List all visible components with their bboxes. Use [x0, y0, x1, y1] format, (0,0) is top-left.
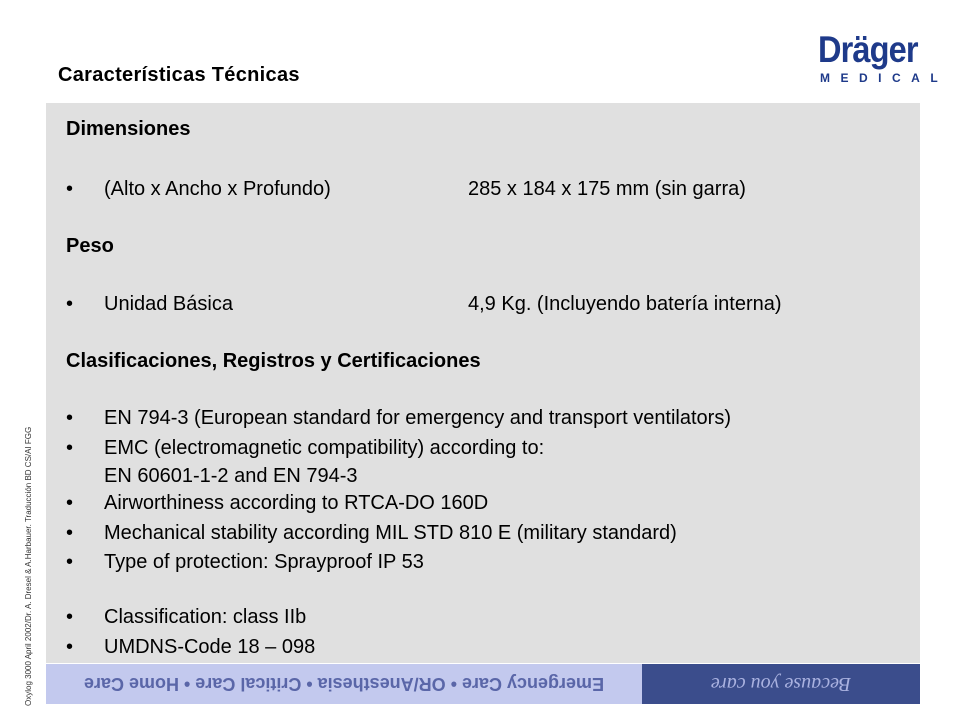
list-item-continuation: EN 60601-1-2 and EN 794-3 [104, 465, 358, 487]
heading-peso: Peso [66, 235, 114, 257]
list-item [66, 491, 488, 516]
logo-word: Dräger [818, 29, 918, 70]
bullet: • [66, 522, 74, 544]
dimensiones-label: (Alto x Ancho x Profundo) [104, 178, 331, 200]
list-item-text: Type of protection: Sprayproof IP 53 [104, 551, 424, 573]
footer-banner-right [642, 664, 920, 704]
footer-left-text: Emergency Care • OR/Anesthesia • Critical Care • Home Care [83, 674, 605, 695]
list-item-text: UMDNS-Code 18 – 098 [104, 636, 316, 658]
logo-subtitle: MEDICAL [820, 71, 949, 85]
heading-dimensiones: Dimensiones [66, 118, 191, 140]
bullet: • [66, 551, 74, 573]
list-item [66, 550, 424, 575]
peso-label: Unidad Básica [104, 293, 233, 315]
list-item [66, 406, 731, 431]
dimensiones-value: 285 x 184 x 175 mm (sin garra) [468, 178, 746, 200]
list-item [66, 605, 306, 630]
list-item-text: Classification: class IIb [104, 606, 307, 628]
peso-value: 4,9 Kg. (Incluyendo batería interna) [468, 293, 782, 315]
bullet: • [66, 636, 74, 658]
footer-right-text: Because you care [710, 673, 852, 696]
side-note: Oxylog 3000 April 2002/Dr. A. Dresel & A.Harbauer. Traducción BD CS/AI FGG [24, 426, 33, 706]
list-item [66, 436, 544, 461]
list-item-text: EN 794-3 (European standard for emergency and transport ventilators) [104, 407, 732, 429]
heading-clasificaciones: Clasificaciones, Registros y Certificaciones [66, 350, 481, 372]
peso-row [66, 292, 782, 317]
list-item-text: EMC (electromagnetic compatibility) according to: [104, 437, 545, 459]
dimensiones-row [66, 177, 746, 202]
footer-banner-left [46, 664, 642, 704]
drager-logo [818, 29, 949, 90]
bullet: • [66, 178, 74, 200]
list-item-text: Mechanical stability according MIL STD 810 E (military standard) [104, 522, 677, 544]
bullet: • [66, 407, 74, 429]
list-item [66, 521, 677, 546]
list-item-text: Airworthiness according to RTCA-DO 160D [104, 492, 489, 514]
bullet: • [66, 606, 74, 628]
list-item [66, 635, 315, 660]
page-title: Características Técnicas [58, 64, 300, 86]
bullet: • [66, 293, 74, 315]
bullet: • [66, 492, 74, 514]
bullet: • [66, 437, 74, 459]
